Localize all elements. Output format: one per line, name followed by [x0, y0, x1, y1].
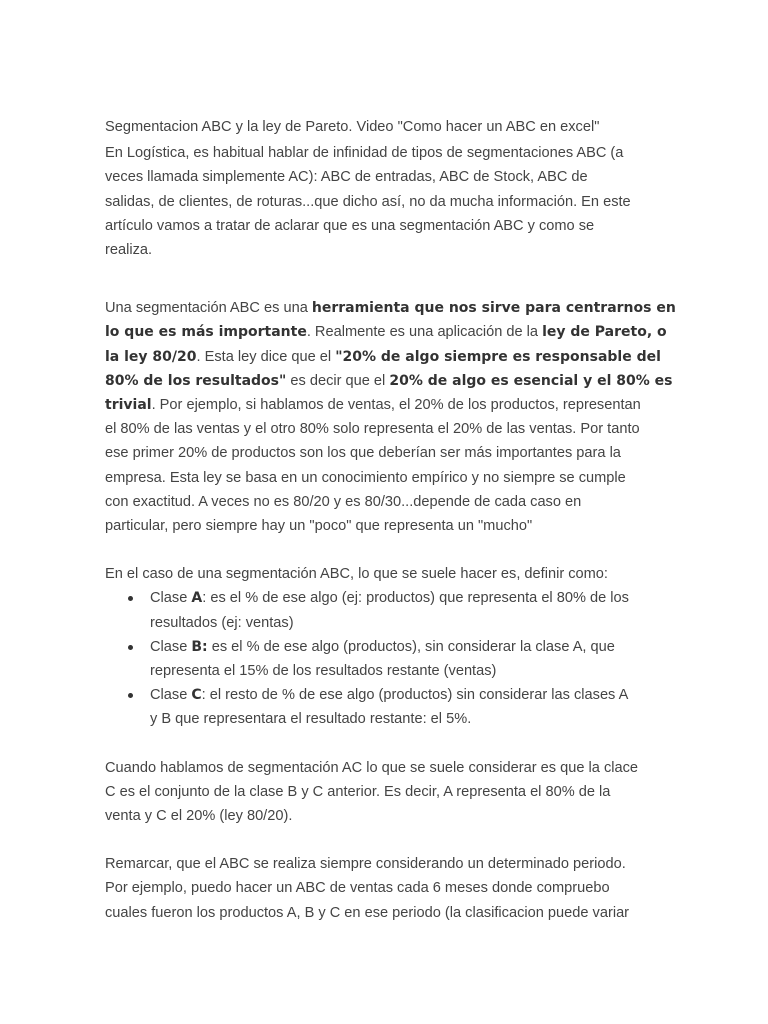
text-line: En Logística, es habitual hablar de infinidad de tipos de segmentaciones ABC (a [105, 145, 624, 162]
text-line: veces llamada simplemente AC): ABC de entradas, ABC de Stock, ABC de [105, 169, 588, 186]
text-line: C es el conjunto de la clase B y C anterior. Es decir, A representa el 80% de la [105, 783, 611, 800]
bullet-icon [128, 645, 133, 650]
text-line: venta y C el 20% (ley 80/20). [105, 808, 293, 825]
paragraph-classes [105, 562, 665, 731]
text-line: salidas, de clientes, de roturas...que dicho así, no da mucha información. En este [105, 193, 631, 210]
text-line: realiza. [105, 242, 153, 259]
paragraph-intro [105, 141, 665, 262]
text-line: trivial. Por ejemplo, si hablamos de ventas, el 20% de los productos, representan [105, 397, 641, 414]
text-line: Una segmentación ABC es una herramienta que nos sirve para centrarnos en [105, 300, 676, 317]
class-list [105, 586, 665, 731]
text-line: ese primer 20% de productos son los que deberían ser más importantes para la [105, 445, 621, 462]
text-line: el 80% de las ventas y el otro 80% solo representa el 20% de las ventas. Por tanto [105, 421, 640, 438]
bullet-icon [128, 596, 133, 601]
paragraph-period [105, 852, 665, 925]
text-line: empresa. Esta ley se basa en un conocimiento empírico y no siempre se cumple [105, 469, 626, 486]
bullet-icon [128, 693, 133, 698]
paragraph-definition [105, 296, 676, 538]
text-line: Remarcar, que el ABC se realiza siempre considerando un determinado periodo. [105, 856, 626, 873]
text-line: cuales fueron los productos A, B y C en ese periodo (la clasificacion puede variar [105, 904, 630, 921]
text-line: artículo vamos a tratar de aclarar que es una segmentación ABC y como se [105, 217, 595, 234]
text-line: 80% de los resultados" es decir que el 20% de algo es esencial y el 80% es [105, 372, 673, 389]
text-line: Por ejemplo, puedo hacer un ABC de ventas cada 6 meses donde compruebo [105, 880, 610, 897]
list-item: Clase C: el resto de % de ese algo (productos) sin considerar las clases A y B que representara el resultado restante: el 5%. [105, 683, 665, 731]
text-line: lo que es más importante. Realmente es una aplicación de la ley de Pareto, o [105, 324, 667, 341]
text-line: particular, pero siempre hay un "poco" que representa un "mucho" [105, 518, 533, 535]
list-item: Clase B: es el % de ese algo (productos), sin considerar la clase A, que representa el 15% de los resultados restante (ventas) [105, 635, 665, 683]
text-line: En el caso de una segmentación ABC, lo que se suele hacer es, definir como: [105, 566, 608, 583]
text-line: Cuando hablamos de segmentación AC lo que se suele considerar es que la clace [105, 759, 639, 776]
text-line: con exactitud. A veces no es 80/20 y es 80/30...depende de cada caso en [105, 493, 582, 510]
text-line: la ley 80/20. Esta ley dice que el "20% de algo siempre es responsable del [105, 348, 661, 365]
paragraph-ac-segmentation [105, 756, 665, 829]
article-title: Segmentacion ABC y la ley de Pareto. Video "Como hacer un ABC en excel" [105, 119, 600, 135]
list-item: Clase A: es el % de ese algo (ej: productos) que representa el 80% de los resultados (ej: ventas) [105, 586, 665, 634]
article-body [105, 115, 676, 925]
